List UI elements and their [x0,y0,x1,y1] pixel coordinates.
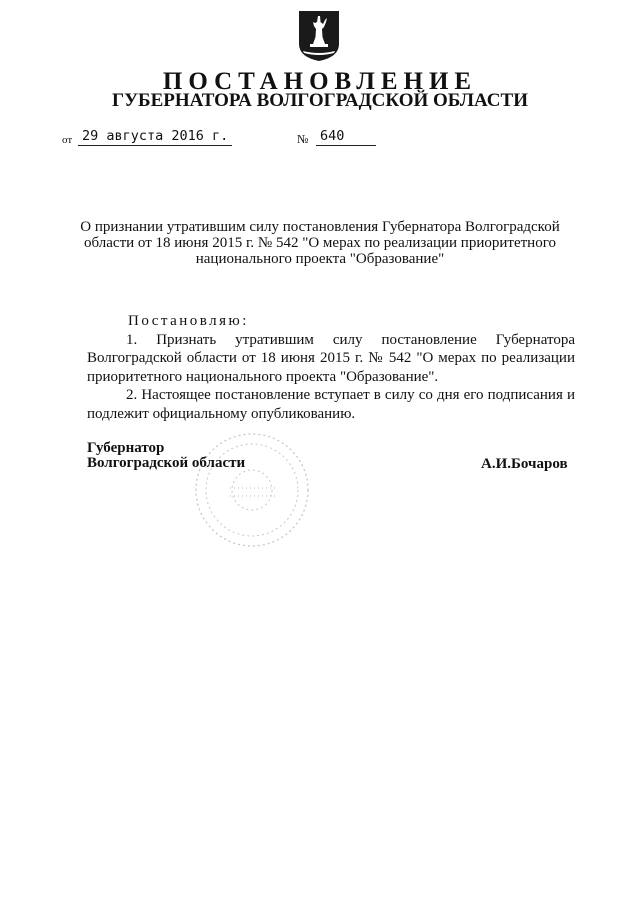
document-number: 640 [316,128,376,146]
body-item-1: 1. Признать утратившим силу постановление Губернатора Волгоградской области от 18 июня 2015 г. № 542 "О мерах по реализации приоритетного национального проекта "Образование". [87,331,575,385]
document-body [87,312,575,423]
volgograd-emblem-icon [298,10,340,62]
body-lead: Постановляю: [128,313,249,329]
document-date: 29 августа 2016 г. [78,128,232,146]
signer-title-line-1: Губернатор [87,440,165,456]
number-prefix: № [297,132,309,146]
body-item-2: 2. Настоящее постановление вступает в силу со дня его подписания и подлежит официальному опубликованию. [87,387,575,422]
signer-title [87,441,245,471]
signer-name: А.И.Бочаров [481,456,568,472]
document-title: ПОСТАНОВЛЕНИЕ [162,68,478,95]
document-subject: О признании утратившим силу постановления Губернатора Волгоградской области от 18 июня 2015 г. № 542 "О мерах по реализации приоритетного национального проекта "Образование" [80,219,560,267]
date-prefix: от [62,134,73,146]
signer-title-line-2: Волгоградской области [87,455,246,471]
document-subtitle: ГУБЕРНАТОРА ВОЛГОГРАДСКОЙ ОБЛАСТИ [112,90,528,111]
